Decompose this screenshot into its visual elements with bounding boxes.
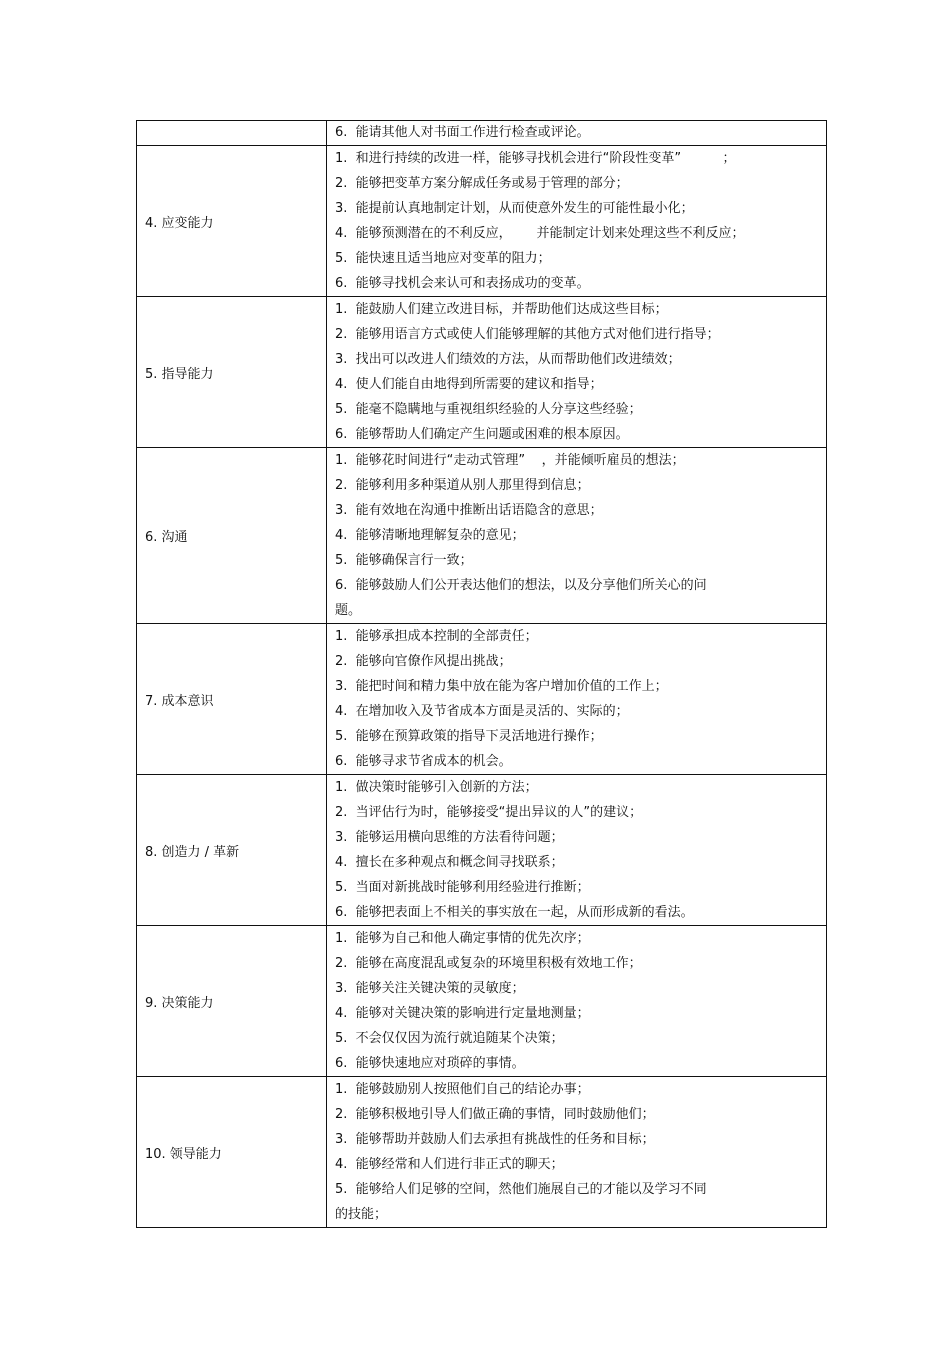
competency-item: 6. 能够快速地应对琐碎的事情。 <box>335 1056 525 1071</box>
competency-item: 3. 能够关注关键决策的灵敏度； <box>335 981 525 996</box>
competency-name: 10. 领导能力 <box>145 1146 222 1162</box>
competency-item: 2. 能够用语言方式或使人们能够理解的其他方式对他们进行指导； <box>335 327 720 342</box>
competency-item: 3. 能把时间和精力集中放在能为客户增加价值的工作上； <box>335 679 668 694</box>
competency-item: 5. 能快速且适当地应对变革的阻力； <box>335 251 551 266</box>
competency-item: 1. 能够承担成本控制的全部责任； <box>335 629 538 644</box>
competency-item: 5. 能够给人们足够的空间，然他们施展自己的才能以及学习不同 <box>335 1182 707 1197</box>
competency-item: 4. 能够清晰地理解复杂的意见； <box>335 528 525 543</box>
competency-item: 1. 能够花时间进行“走动式管理” ，并能倾听雇员的想法； <box>335 453 685 468</box>
competency-item: 5. 能毫不隐瞒地与重视组织经验的人分享这些经验； <box>335 402 642 417</box>
competency-items-cell <box>327 1077 827 1228</box>
competency-name-cell <box>137 448 327 624</box>
competency-item: 2. 当评估行为时，能够接受“提出异议的人”的建议； <box>335 805 643 820</box>
competency-item: 6. 能够帮助人们确定产生问题或困难的根本原因。 <box>335 427 629 442</box>
competency-item: 4. 能够经常和人们进行非正式的聊天； <box>335 1157 564 1172</box>
competency-item: 3. 找出可以改进人们绩效的方法，从而帮助他们改进绩效； <box>335 352 681 367</box>
competency-item: 4. 擅长在多种观点和概念间寻找联系； <box>335 855 564 870</box>
competency-item: 4. 能够预测潜在的不利反应， 并能制定计划来处理这些不利反应； <box>335 226 745 241</box>
competency-item: 5. 不会仅仅因为流行就追随某个决策； <box>335 1031 564 1046</box>
competency-item: 6. 能够鼓励人们公开表达他们的想法，以及分享他们所关心的问 <box>335 578 707 593</box>
competency-name-cell <box>137 121 327 146</box>
competency-items-cell <box>327 121 827 146</box>
competency-item: 3. 能够运用横向思维的方法看待问题； <box>335 830 564 845</box>
competency-name: 9. 决策能力 <box>145 995 214 1011</box>
competency-name-cell <box>137 1077 327 1228</box>
table-row <box>137 297 827 448</box>
competency-items-cell <box>327 624 827 775</box>
competency-item: 1. 能够为自己和他人确定事情的优先次序； <box>335 931 590 946</box>
table-row <box>137 624 827 775</box>
competency-items-cell <box>327 146 827 297</box>
competency-item: 2. 能够把变革方案分解成任务或易于管理的部分； <box>335 176 629 191</box>
table-row <box>137 926 827 1077</box>
competency-item: 6. 能够寻求节省成本的机会。 <box>335 754 512 769</box>
competency-name: 5. 指导能力 <box>145 366 214 382</box>
competency-name-cell <box>137 624 327 775</box>
competency-item: 3. 能够帮助并鼓励人们去承担有挑战性的任务和目标； <box>335 1132 655 1147</box>
competency-items-cell <box>327 775 827 926</box>
competency-name: 8. 创造力 / 革新 <box>145 844 240 860</box>
table-row <box>137 448 827 624</box>
competency-item: 4. 能够对关键决策的影响进行定量地测量； <box>335 1006 590 1021</box>
table-row <box>137 121 827 146</box>
table-row <box>137 1077 827 1228</box>
competency-item: 5. 能够确保言行一致； <box>335 553 473 568</box>
competency-item: 6. 能够寻找机会来认可和表扬成功的变革。 <box>335 276 590 291</box>
table-row <box>137 775 827 926</box>
competency-items-cell <box>327 297 827 448</box>
competency-item: 2. 能够向官僚作风提出挑战； <box>335 654 512 669</box>
competency-name-cell <box>137 146 327 297</box>
competency-item: 1. 能够鼓励别人按照他们自己的结论办事； <box>335 1082 590 1097</box>
competency-item: 6. 能够把表面上不相关的事实放在一起，从而形成新的看法。 <box>335 905 694 920</box>
competency-item: 2. 能够积极地引导人们做正确的事情，同时鼓励他们； <box>335 1107 655 1122</box>
competency-item: 3. 能有效地在沟通中推断出话语隐含的意思； <box>335 503 603 518</box>
competency-item: 4. 使人们能自由地得到所需要的建议和指导； <box>335 377 603 392</box>
competency-name: 4. 应变能力 <box>145 215 214 231</box>
competency-name-cell <box>137 775 327 926</box>
competency-item: 4. 在增加收入及节省成本方面是灵活的、实际的； <box>335 704 629 719</box>
competency-items-cell <box>327 926 827 1077</box>
competency-name-cell <box>137 926 327 1077</box>
competency-item: 的技能； <box>335 1207 388 1222</box>
competency-item: 2. 能够利用多种渠道从别人那里得到信息； <box>335 478 590 493</box>
competency-items-cell <box>327 448 827 624</box>
competency-item: 3. 能提前认真地制定计划，从而使意外发生的可能性最小化； <box>335 201 694 216</box>
table-row <box>137 146 827 297</box>
competency-name-cell <box>137 297 327 448</box>
competency-item: 1. 和进行持续的改进一样，能够寻找机会进行“阶段性变革” ； <box>335 151 736 166</box>
competency-name: 7. 成本意识 <box>145 693 214 709</box>
competency-item: 题。 <box>335 603 362 618</box>
competency-item: 1. 能鼓励人们建立改进目标，并帮助他们达成这些目标； <box>335 302 668 317</box>
competency-item: 1. 做决策时能够引入创新的方法； <box>335 780 538 795</box>
competency-item: 2. 能够在高度混乱或复杂的环境里积极有效地工作； <box>335 956 642 971</box>
competency-item: 6. 能请其他人对书面工作进行检查或评论。 <box>335 125 590 140</box>
competency-name: 6. 沟通 <box>145 530 188 545</box>
competency-item: 5. 能够在预算政策的指导下灵活地进行操作； <box>335 729 603 744</box>
competency-table-body <box>137 121 827 1228</box>
competency-table <box>136 120 827 1228</box>
competency-item: 5. 当面对新挑战时能够利用经验进行推断； <box>335 880 590 895</box>
